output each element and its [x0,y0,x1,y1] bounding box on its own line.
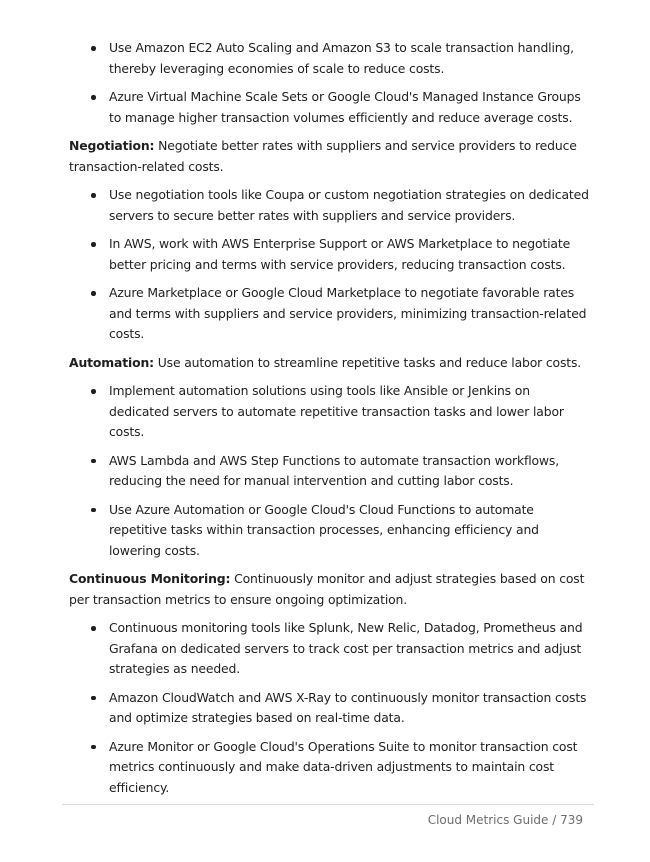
section-heading: Continuous Monitoring: [69,571,231,586]
negotiation-bullet-list [69,185,589,345]
intro-bullet-list [69,38,589,128]
footer-divider [62,804,594,805]
section-text: Use automation to streamline repetitive tasks and reduce labor costs. [153,354,582,370]
section-text: Continuously monitor and adjust strategies based on cost per transaction metrics to ensure ongoing optimization. [69,571,585,607]
list-item: Azure Virtual Machine Scale Sets or Google Cloud's Managed Instance Groups to manage higher transaction volumes efficiently and reduce average costs. [109,87,589,128]
list-item: Amazon CloudWatch and AWS X-Ray to continuously monitor transaction costs and optimize strategies based on real-time data. [109,688,589,729]
page-content [69,38,589,806]
negotiation-paragraph [69,136,589,177]
page-footer: Cloud Metrics Guide / 739 [427,813,583,827]
automation-bullet-list [69,381,589,561]
list-item: Azure Marketplace or Google Cloud Marketplace to negotiate favorable rates and terms with suppliers and service providers, minimizing transaction-related costs. [109,283,589,345]
list-item: Azure Monitor or Google Cloud's Operations Suite to monitor transaction cost metrics continuously and make data-driven adjustments to maintain cost efficiency. [109,737,589,799]
section-text: Negotiate better rates with suppliers and service providers to reduce transaction-related costs. [69,138,577,174]
list-item: In AWS, work with AWS Enterprise Support or AWS Marketplace to negotiate better pricing and terms with service providers, reducing transaction costs. [109,234,589,275]
list-item: Use Azure Automation or Google Cloud's Cloud Functions to automate repetitive tasks within transaction processes, enhancing efficiency and lowering costs. [109,500,589,562]
section-heading: Negotiation: [69,138,155,153]
automation-paragraph [69,353,589,374]
section-heading: Automation: [69,354,154,370]
list-item: Use Amazon EC2 Auto Scaling and Amazon S3 to scale transaction handling, thereby leveraging economies of scale to reduce costs. [109,38,589,79]
list-item: Continuous monitoring tools like Splunk, New Relic, Datadog, Prometheus and Grafana on dedicated servers to track cost per transaction metrics and adjust strategies as needed. [109,618,589,680]
list-item: AWS Lambda and AWS Step Functions to automate transaction workflows, reducing the need for manual intervention and cutting labor costs. [109,451,589,492]
list-item: Use negotiation tools like Coupa or custom negotiation strategies on dedicated servers to secure better rates with suppliers and service providers. [109,185,589,226]
continuous-monitoring-paragraph [69,569,589,610]
continuous-monitoring-bullet-list [69,618,589,798]
list-item: Implement automation solutions using tools like Ansible or Jenkins on dedicated servers to automate repetitive transaction tasks and lower labor costs. [109,381,589,443]
